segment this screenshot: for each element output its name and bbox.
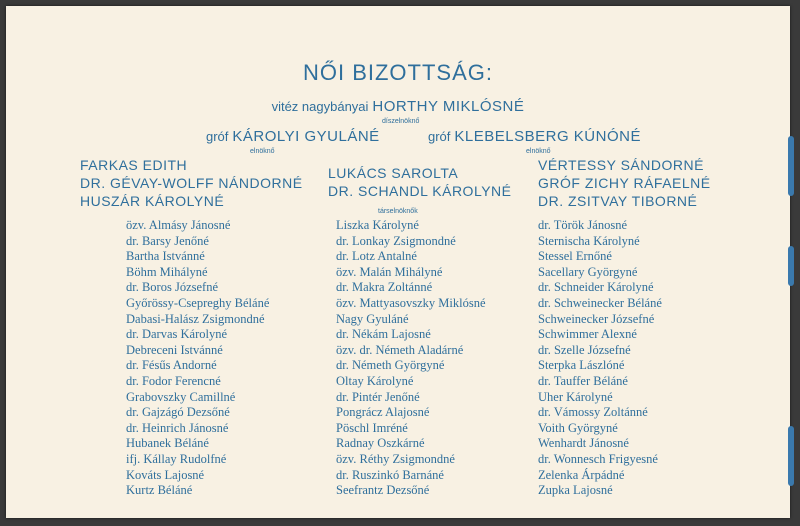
- member-name: özv. Mattyasovszky Miklósné: [336, 295, 486, 310]
- officer-name: LUKÁCS SAROLTA: [328, 165, 459, 181]
- members-right: [538, 218, 662, 499]
- chair-right-prefix: gróf: [428, 129, 451, 144]
- officer-name: HUSZÁR KÁROLYNÉ: [80, 193, 225, 209]
- member-name: dr. Németh Györgyné: [336, 358, 445, 373]
- member-name: Debreceni Istvánné: [126, 342, 223, 357]
- members-left: [126, 218, 269, 499]
- chair-left: [206, 128, 380, 146]
- blue-edge-mark: [788, 136, 794, 196]
- officers-right: [538, 156, 711, 210]
- member-name: Kováts Lajosné: [126, 467, 205, 482]
- member-name: dr. Makra Zoltánné: [336, 280, 433, 295]
- member-name: dr. Nékám Lajosné: [336, 327, 431, 342]
- member-name: Sterpka Lászlóné: [538, 358, 625, 373]
- member-name: Seefrantz Dezsőné: [336, 483, 430, 498]
- member-name: Uher Károlyné: [538, 389, 613, 404]
- officer-name: DR. ZSITVAY TIBORNÉ: [538, 193, 698, 209]
- member-name: Győrössy-Csepreghy Béláné: [126, 295, 270, 310]
- member-name: Schweinecker Józsefné: [538, 311, 655, 326]
- member-name: dr. Fésűs Andorné: [126, 358, 217, 373]
- honorary-chair-role: díszelnöknő: [382, 118, 420, 125]
- chair-right-name: KLEBELSBERG KÚNÓNÉ: [454, 128, 641, 145]
- member-name: dr. Török Jánosné: [538, 218, 627, 232]
- blue-edge-mark: [788, 246, 794, 286]
- member-name: Grabovszky Camillné: [126, 389, 236, 404]
- officer-name: FARKAS EDITH: [80, 157, 188, 173]
- member-name: dr. Wonnesch Frigyesné: [538, 451, 658, 466]
- member-name: dr. Szelle Józsefné: [538, 342, 631, 357]
- member-name: özv. Almásy Jánosné: [126, 218, 231, 232]
- member-name: Radnay Oszkárné: [336, 436, 425, 451]
- officers-middle: [328, 164, 511, 200]
- member-name: dr. Fodor Ferencné: [126, 373, 221, 388]
- officer-name: GRÓF ZICHY RÁFAELNÉ: [538, 175, 711, 191]
- member-name: Zelenka Árpádné: [538, 467, 625, 482]
- member-name: ifj. Kállay Rudolfné: [126, 451, 227, 466]
- officer-name: DR. GÉVAY-WOLFF NÁNDORNÉ: [80, 175, 303, 191]
- honorary-chair-prefix: vitéz nagybányai: [271, 99, 369, 114]
- chair-right-role: elnöknő: [526, 148, 551, 155]
- member-name: dr. Barsy Jenőné: [126, 233, 209, 248]
- member-name: Dabasi-Halász Zsigmondné: [126, 311, 265, 326]
- vice-chairs-label: társelnöknők: [378, 208, 418, 215]
- chair-left-name: KÁROLYI GYULÁNÉ: [232, 128, 380, 145]
- chair-left-prefix: gróf: [206, 129, 229, 144]
- honorary-chair-line: [6, 98, 790, 116]
- member-name: dr. Boros Józsefné: [126, 280, 218, 295]
- member-name: Zupka Lajosné: [538, 483, 613, 498]
- member-name: Hubanek Béláné: [126, 436, 209, 451]
- member-name: dr. Ruszinkó Barnáné: [336, 467, 444, 482]
- member-name: Wenhardt Jánosné: [538, 436, 629, 451]
- member-name: özv. Réthy Zsigmondné: [336, 451, 455, 466]
- officer-name: DR. SCHANDL KÁROLYNÉ: [328, 183, 512, 199]
- member-name: Sternischa Károlyné: [538, 233, 640, 248]
- member-name: Voith Györgyné: [538, 420, 618, 435]
- chair-left-role: elnöknő: [250, 148, 275, 155]
- member-name: özv. dr. Németh Aladárné: [336, 342, 464, 357]
- member-name: dr. Darvas Károlyné: [126, 327, 228, 342]
- member-name: dr. Schneider Károlyné: [538, 280, 654, 295]
- member-name: Schwimmer Alexné: [538, 327, 637, 342]
- member-name: dr. Lonkay Zsigmondné: [336, 233, 456, 248]
- honorary-chair-name: HORTHY MIKLÓSNÉ: [372, 98, 525, 115]
- member-name: dr. Schweinecker Béláné: [538, 295, 662, 310]
- member-name: dr. Heinrich Jánosné: [126, 420, 229, 435]
- member-name: Stessel Ernőné: [538, 249, 612, 264]
- member-name: Liszka Károlyné: [336, 218, 419, 232]
- member-name: dr. Vámossy Zoltánné: [538, 405, 648, 420]
- member-name: dr. Lotz Antalné: [336, 249, 417, 264]
- member-name: Kurtz Béláné: [126, 483, 193, 498]
- chair-right: [428, 128, 641, 146]
- member-name: özv. Malán Mihályné: [336, 264, 443, 279]
- member-name: Bartha Istvánné: [126, 249, 205, 264]
- member-name: dr. Tauffer Béláné: [538, 373, 628, 388]
- member-name: Pongrácz Alajosné: [336, 405, 430, 420]
- blue-edge-mark: [788, 426, 794, 486]
- member-name: Pöschl Imréné: [336, 420, 408, 435]
- committee-title: NŐI BIZOTTSÁG:: [302, 60, 493, 85]
- member-name: Sacellary Györgyné: [538, 264, 638, 279]
- officer-name: VÉRTESSY SÁNDORNÉ: [538, 157, 704, 173]
- officers-left: [80, 156, 303, 210]
- member-name: Böhm Mihályné: [126, 264, 208, 279]
- member-name: Nagy Gyuláné: [336, 311, 409, 326]
- member-name: dr. Pintér Jenőné: [336, 389, 420, 404]
- member-name: Oltay Károlyné: [336, 373, 414, 388]
- members-middle: [336, 218, 486, 499]
- member-name: dr. Gajzágó Dezsőné: [126, 405, 230, 420]
- document-card: [6, 6, 790, 518]
